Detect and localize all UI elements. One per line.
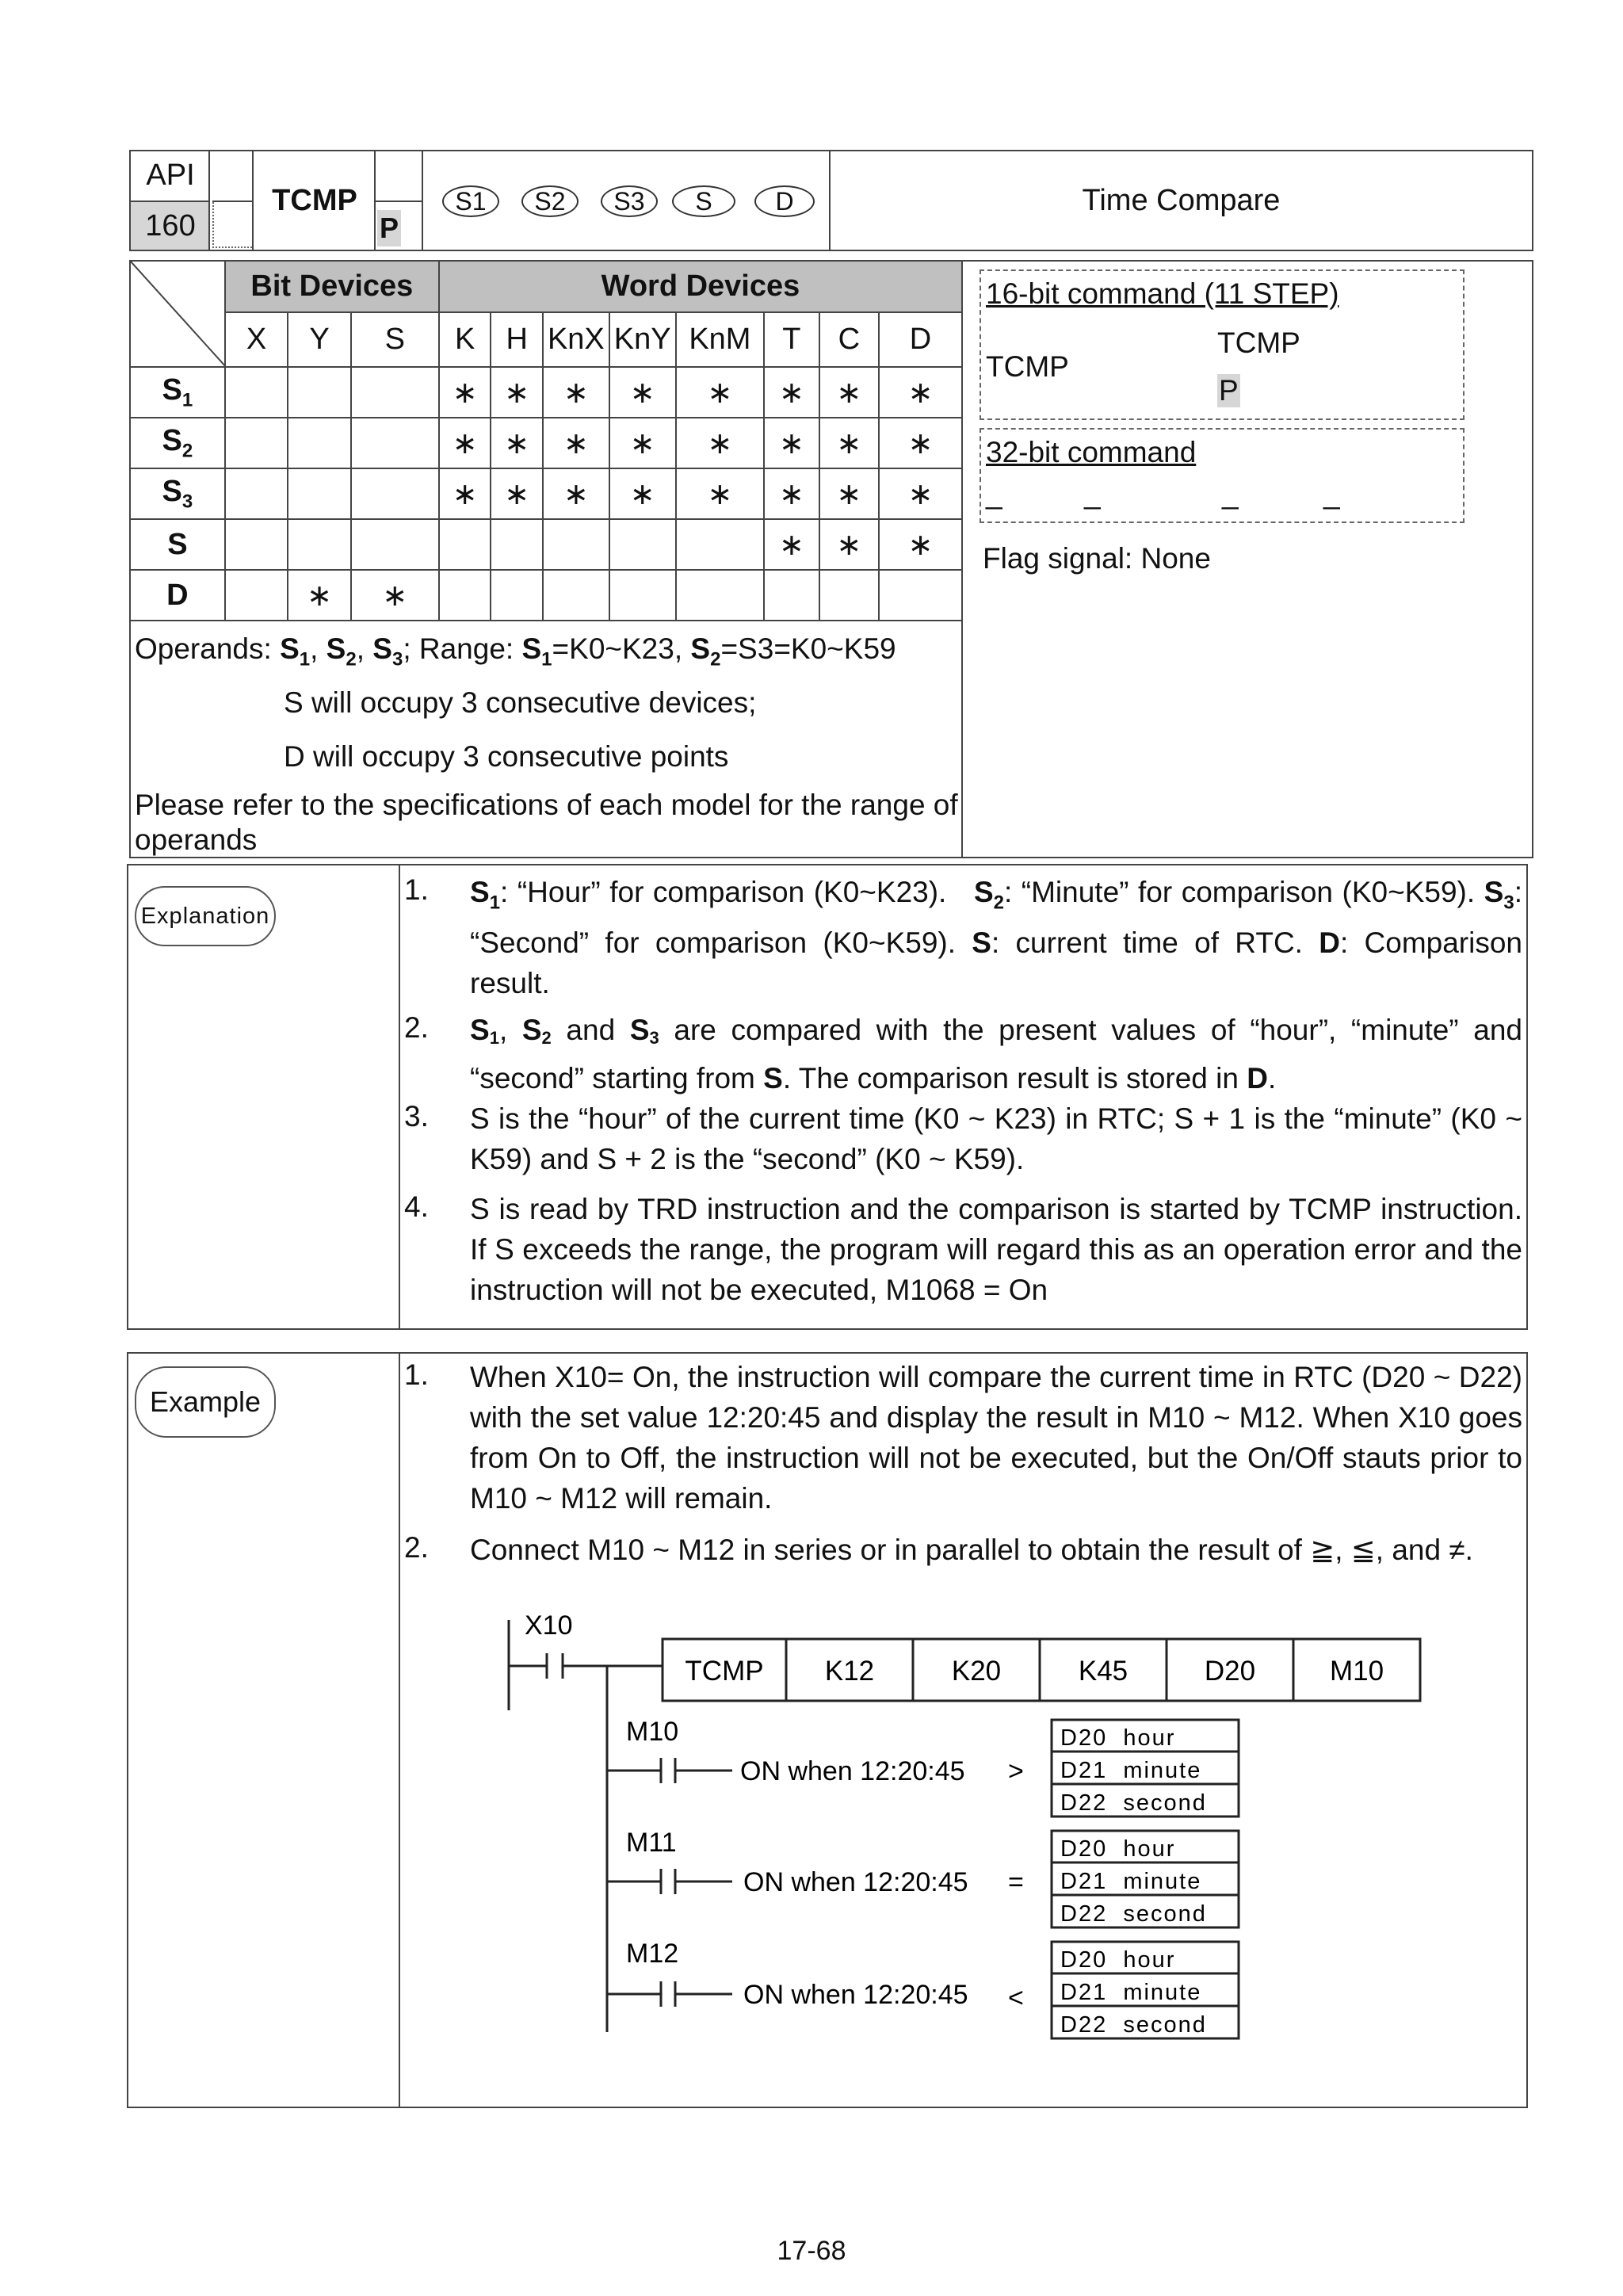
device-cell: ∗ [491,468,543,519]
device-cell [609,519,676,570]
d-cell-dotted [212,202,252,248]
device-cell: ∗ [491,367,543,418]
explanation-item-number: 2. [404,1011,429,1044]
explanation-item-number: 3. [404,1100,429,1133]
reg-m10-hour: D20 hour [1060,1725,1176,1751]
function-title: Time Compare [1082,183,1281,217]
reg-m12-hour: D20 hour [1060,1947,1176,1973]
device-cell: ∗ [764,367,819,418]
device-cell: ∗ [609,468,676,519]
operand-s: S [672,185,735,217]
cmd32-dash-4: _ [1323,477,1340,510]
device-cell [288,367,351,418]
output-m11 [626,1828,1239,1927]
device-cell: ∗ [879,418,962,468]
device-cell: ∗ [491,418,543,468]
example-item-text: Connect M10 ~ M12 in series or in parallel to obtain the result of ≧, ≦, and ≠. [470,1534,1473,1566]
device-cell: ∗ [676,468,765,519]
range-s1-value: =K0~K23, [552,632,691,665]
reg-m12-minute: D21 minute [1060,1980,1202,2005]
device-cell [879,570,962,621]
instr-arg-1: K12 [824,1656,875,1687]
reg-m11-minute: D21 minute [1060,1869,1202,1894]
operand-s2-sub: 2 [346,648,357,670]
api-divider [131,201,210,202]
device-row [130,367,962,418]
device-cell [491,570,543,621]
mnemonic: TCMP [272,183,357,217]
device-cell [676,519,765,570]
device-cell: ∗ [351,570,439,621]
range-s2-label: S [690,632,711,665]
device-cell [676,570,765,621]
device-row-label: $S_1$ [130,367,225,418]
operand-note-s: S will occupy 3 consecutive devices; [284,686,757,719]
device-cell [764,570,819,621]
device-row-label: $S_2$ [130,418,225,468]
cond-m11: ON when 12:20:45 [743,1867,968,1897]
ladder-diagram [475,1609,1442,2053]
device-cell [351,519,439,570]
operand-s1-label: S [280,632,300,665]
cmd32-title: 32-bit command [986,436,1197,468]
device-cell [288,418,351,468]
instruction-outline [663,1639,1420,1701]
cmd16-pulse: P [1219,374,1239,407]
cmd16-mnemonic-p: TCMP [1217,327,1300,359]
page-number: 17-68 [777,2235,846,2266]
device-cell [609,570,676,621]
op-m10: > [1008,1756,1024,1786]
device-cell: ∗ [879,519,962,570]
cmd16-mnemonic: TCMP [986,350,1069,383]
example-item-number: 2. [404,1531,429,1564]
device-cell [543,519,609,570]
device-cell: ∗ [819,519,879,570]
coil-m10: M10 [626,1717,679,1747]
reg-m10-second: D22 second [1060,1790,1207,1816]
explanation-item-number: 4. [404,1190,429,1223]
device-cell: ∗ [819,367,879,418]
device-cell [351,418,439,468]
operand-s3-label: S [372,632,392,665]
instr-arg-5: M10 [1329,1656,1384,1687]
range-s1-sub: 1 [541,648,552,670]
device-cell [439,570,491,621]
operand-s1: S1 [442,185,499,217]
cmd16-title: 16-bit command (11 STEP) [986,277,1339,310]
device-cell: ∗ [676,418,765,468]
operand-note-d: D will occupy 3 consecutive points [284,740,729,773]
flag-signal: Flag signal: None [983,542,1211,575]
device-cell [351,468,439,519]
reg-m10-minute: D21 minute [1060,1758,1202,1783]
device-cell [351,367,439,418]
device-cell [225,468,288,519]
example-divider [399,1352,400,2108]
device-cell: ∗ [676,367,765,418]
device-row [130,519,962,570]
col-x: X [225,312,288,367]
cmd32-dash-2: _ [1084,477,1101,510]
col-t: T [764,312,819,367]
device-cell [543,570,609,621]
device-cell [819,570,879,621]
device-cell: ∗ [764,418,819,468]
col-s: S [351,312,439,367]
op-m11: = [1008,1867,1024,1897]
device-row [130,468,962,519]
instr-arg-3: K45 [1078,1656,1128,1687]
explanation-item-text: S1, S2 and S3 are compared with the present values of “hour”, “minute” and “second” starting from S. The comparison result is stored in D. [470,1014,1522,1095]
explanation-item-text: $S_1$: “Hour” for comparison (K0~K23). $S_2$: “Minute” for comparison (K0~K59). $S_3$: “Second” for comparison (K0~K59). S: current time of RTC. D: Comparison result. [470,876,1522,1000]
cond-m12: ON when 12:20:45 [743,1980,968,2010]
device-row-sub: 2 [181,440,193,462]
explanation-item-text: S is the “hour” of the current time (K0 ~ K23) in RTC; S + 1 is the “minute” (K0 ~ K59) and S + 2 is the “second” (K0 ~ K59). [470,1102,1522,1175]
device-row [130,570,962,621]
operand-s3: S3 [601,185,658,217]
device-cell [288,468,351,519]
explanation-label: Explanation [135,886,276,946]
device-row-sub: 3 [181,491,193,513]
device-cell [225,519,288,570]
pulse-cell-divider [376,201,422,202]
instruction-box [663,1639,1420,1701]
table-corner [130,261,225,367]
device-row-sub: 1 [181,389,193,411]
range-s2-value: =S3=K0~K59 [720,632,896,665]
operand-s2-label: S [326,632,346,665]
output-m10 [626,1717,1239,1817]
device-cell [225,570,288,621]
example-label: Example [135,1366,276,1438]
operands-prefix: Operands: [135,632,281,665]
col-c: C [819,312,879,367]
range-label: ; Range: [403,632,522,665]
pulse-badge: P [377,210,401,246]
api-label: API [146,158,195,192]
col-knx: KnX [543,312,609,367]
device-cell [288,519,351,570]
col-kny: KnY [609,312,676,367]
operand-s3-sub: 3 [391,648,403,670]
operand-d: D [754,185,815,217]
group-word-devices: Word Devices [439,261,962,312]
x10-label: X10 [525,1610,573,1641]
cmd32-dash-1: _ [986,477,1002,510]
col-d: D [879,312,962,367]
cond-m10: ON when 12:20:45 [740,1756,965,1786]
api-number: 160 [131,202,210,250]
op-m12: < [1008,1983,1024,2013]
device-cell: ∗ [819,418,879,468]
device-cell: ∗ [879,468,962,519]
coil-m12: M12 [626,1939,679,1969]
device-cell: ∗ [288,570,351,621]
operand-note-range: Please refer to the specifications of each model for the range of operands [135,789,958,856]
coil-m11: M11 [626,1828,677,1858]
device-cell: ∗ [764,519,819,570]
device-cell: ∗ [609,367,676,418]
instr-arg-4: D20 [1204,1656,1256,1687]
device-cell: ∗ [609,418,676,468]
device-cell: ∗ [543,468,609,519]
instr-op: TCMP [685,1656,764,1687]
device-row-label: S [130,519,225,570]
operand-s2: S2 [521,185,579,217]
cmd32-dash-3: _ [1222,477,1239,510]
pulse-right-border [422,150,423,251]
device-cell [439,519,491,570]
device-row-label: D [130,570,225,621]
reg-m11-second: D22 second [1060,1901,1207,1927]
range-s1-label: S [521,632,542,665]
operands-line: Operands: $S_1$, $S_2$, $S_3$; Range: $S_1=K0\sim K23$, $S_2=S3=K0\sim K59$ [135,632,896,670]
device-cell: ∗ [439,418,491,468]
column-header-row [130,312,962,367]
corner-diagonal [131,262,225,367]
device-cell: ∗ [439,468,491,519]
device-cell [225,418,288,468]
col-k: K [439,312,491,367]
reg-m11-hour: D20 hour [1060,1836,1176,1862]
device-row [130,418,962,468]
example-item-text: When X10= On, the instruction will compare the current time in RTC (D20 ~ D22) with the set value 12:20:45 and display the result in M10 ~ M12. When X10 goes from On to Off, the instruction will not be executed, but the On/Off stauts prior to M10 ~ M12 will remain. [470,1361,1522,1515]
output-m12 [626,1939,1239,2038]
explanation-item-text: S is read by TRD instruction and the comparison is started by TCMP instruction. If S exceeds the range, the program will regard this as an operation error and the instruction will not be executed, M1068 = On [470,1193,1522,1306]
group-bit-devices: Bit Devices [225,261,439,312]
device-cell: ∗ [764,468,819,519]
col-knm: KnM [676,312,765,367]
device-cell [225,367,288,418]
explanation-divider [399,864,400,1330]
device-cell: ∗ [543,367,609,418]
operand-s1-sub: 1 [299,648,311,670]
example-item-number: 1. [404,1358,429,1391]
device-row-label: $S_3$ [130,468,225,519]
instr-arg-2: K20 [951,1656,1002,1687]
device-cell [491,519,543,570]
device-cell: ∗ [543,418,609,468]
explanation-item-number: 1. [404,873,429,906]
reg-m12-second: D22 second [1060,2012,1207,2038]
device-cell: ∗ [819,468,879,519]
range-s2-sub: 2 [710,648,721,670]
device-cell: ∗ [879,367,962,418]
device-table [129,260,963,621]
col-y: Y [288,312,351,367]
col-h: H [491,312,543,367]
device-cell: ∗ [439,367,491,418]
